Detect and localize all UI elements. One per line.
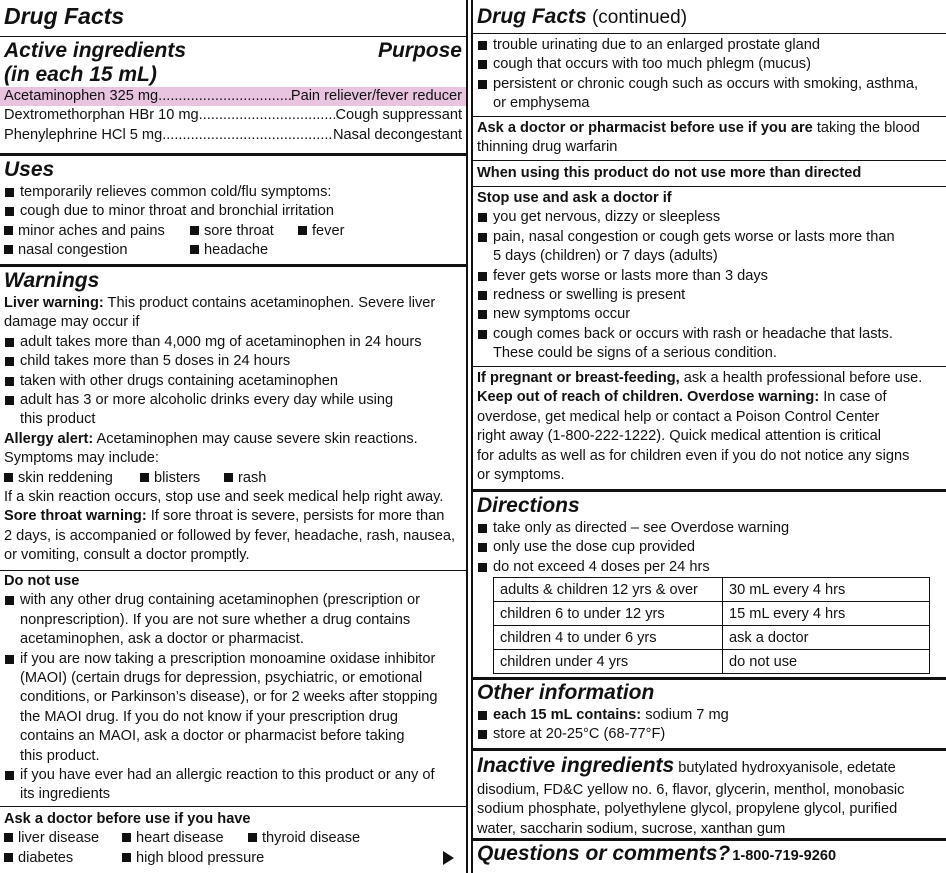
allergy-alert: Allergy alert: Acetaminophen may cause severe skin reactions.	[4, 430, 418, 447]
inactive-ingredients-text: sodium phosphate, polyethylene glycol, propylene glycol, purified	[477, 801, 898, 818]
when-using-section	[473, 164, 946, 183]
list-item: store at 20-25°C (68-77°F)	[477, 725, 942, 744]
bullet-icon	[190, 226, 199, 235]
bullet-icon	[5, 655, 14, 664]
conditions-row	[4, 829, 462, 848]
bullet-icon	[478, 524, 487, 533]
bullet-icon	[5, 357, 14, 366]
stop-use-heading: Stop use and ask a doctor if	[477, 190, 672, 206]
divider	[0, 264, 466, 267]
continued-bullets	[473, 36, 946, 114]
divider	[473, 748, 946, 751]
list-item-cont: this product.	[20, 747, 100, 764]
list-item-cont: the MAOI drug. If you do not know if your prescription drug	[20, 708, 399, 725]
list-item: pain, nasal congestion or cough gets worse or lasts more than	[477, 228, 942, 247]
list-item: taken with other drugs containing acetaminophen	[4, 372, 462, 391]
list-item: nasal congestion	[18, 242, 128, 259]
bullet-icon	[4, 833, 13, 842]
table-cell: children 6 to under 12 yrs	[494, 602, 723, 626]
do-not-use-section	[0, 572, 466, 805]
bullet-icon	[190, 245, 199, 254]
ask-pharmacist-section	[473, 119, 946, 158]
bullet-icon	[5, 771, 14, 780]
divider	[473, 838, 946, 841]
ask-doctor-section	[0, 810, 466, 868]
do-not-use-heading: Do not use	[4, 573, 80, 589]
list-item: fever	[312, 222, 345, 239]
dosage-table	[493, 577, 930, 674]
directions-heading: Directions	[477, 494, 580, 517]
divider	[0, 153, 466, 156]
list-item: redness or swelling is present	[477, 286, 942, 305]
list-item: child takes more than 5 doses in 24 hours	[4, 352, 462, 371]
table-cell: 30 mL every 4 hrs	[723, 578, 930, 602]
table-row	[494, 626, 930, 650]
divider	[473, 116, 946, 117]
list-item: take only as directed – see Overdose warning	[477, 519, 942, 538]
liver-warning-cont: damage may occur if	[4, 314, 140, 331]
list-item: minor aches and pains	[18, 222, 165, 239]
list-item-cont: contains an MAOI, ask a doctor or pharmacist before taking	[20, 728, 405, 745]
list-item: persistent or chronic cough such as occurs with smoking, asthma,	[477, 75, 942, 94]
ingredient-purpose: Cough suppressant	[335, 107, 462, 124]
uses-grid-row	[4, 241, 462, 260]
list-item-cont: nonprescription). If you are not sure whether a drug contains	[20, 611, 411, 628]
list-item: headache	[204, 242, 269, 259]
list-item: high blood pressure	[136, 849, 265, 866]
bullet-icon	[5, 338, 14, 347]
list-item-cont: conditions, or Parkinson’s disease), or for 2 weeks after stopping	[20, 689, 438, 706]
ingredient-purpose: Nasal decongestant	[333, 126, 462, 143]
table-cell: adults & children 12 yrs & over	[494, 578, 723, 602]
bullet-icon	[478, 41, 487, 50]
liver-warning: Liver warning: This product contains acetaminophen. Severe liver	[4, 295, 436, 311]
sore-throat-warning: Sore throat warning: If sore throat is severe, persists for more than	[4, 508, 445, 525]
uses-section	[0, 157, 466, 261]
bullet-icon	[122, 853, 131, 862]
list-item: blisters	[154, 469, 201, 486]
table-cell: 15 mL every 4 hrs	[723, 602, 930, 626]
list-item: cough that occurs with too much phlegm (mucus)	[477, 55, 942, 74]
list-item: cough comes back or occurs with rash or headache that lasts.	[477, 325, 942, 344]
list-item-cont: acetaminophen, ask a doctor or pharmacist.	[20, 631, 304, 648]
continued-title-block	[473, 3, 946, 30]
list-item: do not exceed 4 doses per 24 hrs	[477, 558, 942, 577]
list-item: temporarily relieves common cold/flu symptoms:	[4, 183, 462, 202]
overdose-warning: Keep out of reach of children. Overdose warning: In case of	[477, 389, 887, 406]
bullet-icon	[478, 213, 487, 222]
list-item-cont: this product	[20, 411, 96, 428]
bullet-icon	[4, 226, 13, 235]
bullet-icon	[4, 245, 13, 254]
directions-section	[473, 493, 946, 674]
ask-doctor-heading: Ask a doctor before use if you have	[4, 811, 251, 827]
list-item: only use the dose cup provided	[477, 538, 942, 557]
list-item: trouble urinating due to an enlarged prostate gland	[477, 36, 942, 55]
list-item: with any other drug containing acetaminophen (prescription or	[4, 591, 462, 610]
list-item: skin reddening	[18, 469, 113, 486]
drug-facts-title: Drug Facts	[4, 3, 125, 29]
ingredient-name: Phenylephrine HCl 5 mg	[4, 126, 163, 143]
list-item: sore throat	[204, 222, 274, 239]
bullet-icon	[122, 833, 131, 842]
active-ingredients-subheading: (in each 15 mL)	[4, 63, 157, 86]
divider	[473, 489, 946, 492]
overdose-warning-cont: right away (1-800-222-1222). Quick medical attention is critical	[477, 428, 881, 445]
continued-suffix: (continued)	[586, 7, 688, 28]
list-item: new symptoms occur	[477, 305, 942, 324]
inactive-ingredients-section	[473, 752, 946, 839]
ingredient-name: Dextromethorphan HBr 10 mg	[4, 107, 199, 124]
bullet-icon	[478, 272, 487, 281]
list-item-cont: its ingredients	[20, 786, 111, 803]
bullet-icon	[5, 207, 14, 216]
list-item-cont: (MAOI) (certain drugs for depression, psychiatric, or emotional	[20, 670, 423, 687]
bullet-icon	[5, 596, 14, 605]
table-row	[494, 602, 930, 626]
conditions-row	[4, 849, 462, 868]
continue-arrow-icon	[443, 851, 454, 865]
bullet-icon	[478, 291, 487, 300]
table-cell: children under 4 yrs	[494, 650, 723, 674]
list-item: adult takes more than 4,000 mg of acetaminophen in 24 hours	[4, 333, 462, 352]
list-item-cont: or emphysema	[493, 95, 590, 112]
bullet-icon	[298, 226, 307, 235]
inactive-ingredients-heading: Inactive ingredients	[477, 754, 675, 777]
list-item: cough due to minor throat and bronchial irritation	[4, 202, 462, 221]
list-item: thyroid disease	[262, 830, 361, 847]
bullet-icon	[248, 833, 257, 842]
list-item-cont: 5 days (children) or 7 days (adults)	[493, 248, 718, 265]
pregnancy-overdose-section	[473, 369, 946, 485]
ask-pharmacist-text-cont: thinning drug warfarin	[477, 139, 618, 156]
bullet-icon	[478, 730, 487, 739]
bullet-icon	[478, 233, 487, 242]
left-column	[0, 0, 468, 873]
bullet-icon	[4, 853, 13, 862]
when-using-text: When using this product do not use more than directed	[477, 165, 862, 181]
sore-throat-warning-cont: or vomiting, consult a doctor promptly.	[4, 547, 250, 564]
warnings-heading: Warnings	[4, 269, 100, 292]
bullet-icon	[478, 60, 487, 69]
phone-number: 1-800-719-9260	[732, 848, 837, 864]
divider	[473, 160, 946, 161]
warnings-section	[0, 268, 466, 566]
list-item-cont: These could be signs of a serious condition.	[493, 345, 777, 362]
stop-use-section	[473, 189, 946, 364]
list-item: rash	[238, 469, 267, 486]
table-cell: children 4 to under 6 yrs	[494, 626, 723, 650]
skin-symptoms-row	[4, 469, 462, 488]
table-cell: do not use	[723, 650, 930, 674]
bullet-icon	[478, 310, 487, 319]
questions-section	[473, 842, 946, 866]
divider	[0, 36, 466, 37]
overdose-warning-cont: or symptoms.	[477, 467, 565, 484]
list-item: if you are now taking a prescription monoamine oxidase inhibitor	[4, 650, 462, 669]
inactive-ingredients-first-line: Inactive ingredients butylated hydroxyanisole, edetate	[477, 754, 896, 777]
bullet-icon	[478, 563, 487, 572]
bullet-icon	[5, 377, 14, 386]
allergy-alert-cont: Symptoms may include:	[4, 450, 159, 467]
bullet-icon	[4, 473, 13, 482]
active-ingredients-section	[0, 39, 466, 145]
divider	[0, 806, 466, 807]
purpose-heading: Purpose	[377, 39, 462, 62]
sore-throat-warning-cont: 2 days, is accompanied or followed by fever, headache, rash, nausea,	[4, 527, 456, 544]
list-item: heart disease	[136, 830, 224, 847]
list-item: if you have ever had an allergic reaction to this product or any of	[4, 766, 462, 785]
pregnancy-text: If pregnant or breast-feeding, ask a health professional before use.	[477, 370, 923, 386]
table-row	[494, 650, 930, 674]
ingredient-row	[0, 87, 466, 106]
other-information-heading: Other information	[477, 681, 655, 704]
divider	[0, 570, 466, 571]
drug-facts-continued-title: Drug Facts	[477, 5, 587, 28]
bullet-icon	[478, 711, 487, 720]
list-item: fever gets worse or lasts more than 3 days	[477, 267, 942, 286]
overdose-warning-cont: for adults as well as for children even if you do not notice any signs	[477, 447, 910, 464]
divider	[473, 186, 946, 187]
drug-facts-title-block	[0, 3, 466, 30]
bullet-icon	[140, 473, 149, 482]
list-item: you get nervous, dizzy or sleepless	[477, 208, 942, 227]
table-row	[494, 578, 930, 602]
other-information-section	[473, 680, 946, 745]
bullet-icon	[478, 80, 487, 89]
bullet-icon	[5, 188, 14, 197]
overdose-warning-cont: overdose, get medical help or contact a Poison Control Center	[477, 408, 880, 425]
questions-heading: Questions or comments?	[477, 842, 731, 865]
bullet-icon	[478, 330, 487, 339]
ingredient-row	[4, 126, 462, 145]
active-ingredients-heading: Active ingredients	[4, 39, 187, 62]
inactive-ingredients-text: disodium, FD&C yellow no. 6, flavor, glycerin, menthol, monobasic	[477, 782, 905, 798]
bullet-icon	[478, 543, 487, 552]
bullet-icon	[5, 396, 14, 405]
table-cell: ask a doctor	[723, 626, 930, 650]
ingredient-name: Acetaminophen 325 mg	[4, 88, 159, 104]
ingredient-purpose: Pain reliever/fever reducer	[290, 88, 462, 104]
ingredient-row	[4, 106, 462, 125]
divider	[473, 366, 946, 367]
list-item: diabetes	[18, 849, 74, 866]
list-item: each 15 mL contains: sodium 7 mg	[477, 706, 942, 725]
inactive-ingredients-text: water, saccharin sodium, sucrose, xanthan gum	[477, 820, 786, 837]
bullet-icon	[224, 473, 233, 482]
ask-pharmacist-text: Ask a doctor or pharmacist before use if you are taking the blood	[477, 120, 920, 136]
skin-reaction-text: If a skin reaction occurs, stop use and seek medical help right away.	[4, 489, 444, 506]
uses-heading: Uses	[4, 158, 55, 181]
divider	[473, 33, 946, 34]
list-item: liver disease	[18, 830, 100, 847]
list-item: adult has 3 or more alcoholic drinks every day while using	[4, 391, 462, 410]
uses-grid-row	[4, 222, 462, 241]
right-column	[471, 0, 946, 873]
